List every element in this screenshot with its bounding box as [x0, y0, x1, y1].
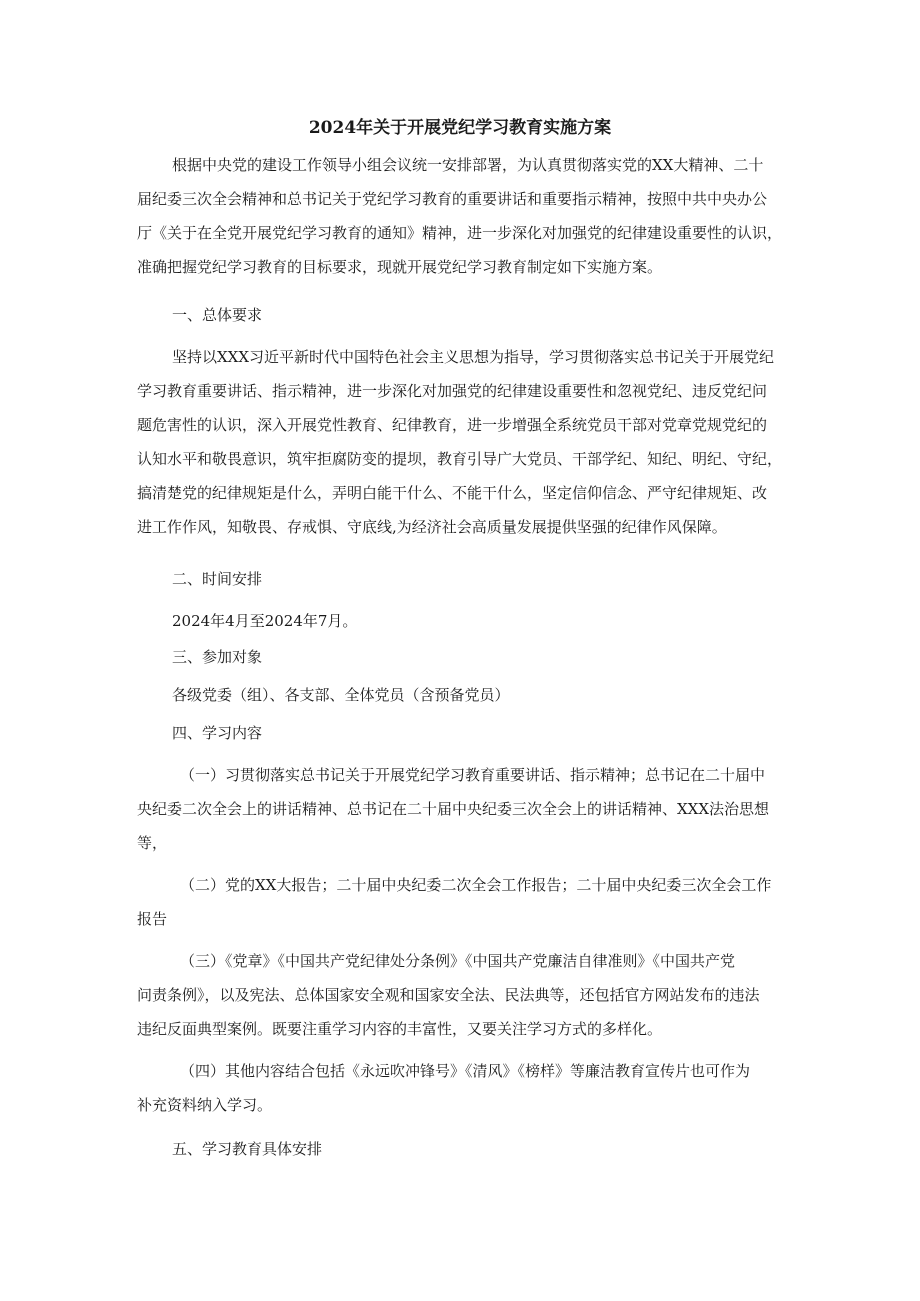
paragraph-line: 坚持以XXX习近平新时代中国特色社会主义思想为指导，学习贯彻落实总书记关于开展党纪 — [172, 348, 775, 366]
section-heading: 四、学习内容 — [172, 724, 263, 742]
paragraph-line: 搞清楚党的纪律规矩是什么，弄明白能干什么、不能干什么，坚定信仰信念、严守纪律规矩、改 — [137, 484, 768, 502]
paragraph-line: 进工作作风，知敬畏、存戒惧、守底线,为经济社会高质量发展提供坚强的纪律作风保障。 — [137, 518, 727, 536]
paragraph-line: 学习教育重要讲话、指示精神，进一步深化对加强党的纪律建设重要性和忽视党纪、违反党纪问 — [137, 382, 768, 400]
document-title: 2024年关于开展党纪学习教育实施方案 — [308, 118, 612, 138]
paragraph-line: 2024年4月至2024年7月。 — [172, 612, 358, 630]
list-item-line: （三）《党章》《中国共产党纪律处分条例》《中国共产党廉洁自律准则》《中国共产党 — [180, 952, 736, 970]
list-item-line: 问责条例》，以及宪法、总体国家安全观和国家安全法、民法典等，还包括官方网站发布的违法 — [137, 986, 760, 1004]
list-item-line: 央纪委二次全会上的讲话精神、总书记在二十届中央纪委三次全会上的讲话精神、XXX法治思想 — [137, 800, 770, 818]
paragraph-line: 各级党委（组）、各支部、全体党员（含预备党员） — [172, 686, 510, 704]
section-heading: 一、总体要求 — [172, 306, 263, 324]
section-heading: 二、时间安排 — [172, 570, 263, 588]
paragraph-line: 根据中央党的建设工作领导小组会议统一安排部署，为认真贯彻落实党的XX大精神、二十 — [172, 156, 764, 174]
paragraph-line: 题危害性的认识，深入开展党性教育、纪律教育，进一步增强全系统党员干部对党章党规党纪的 — [137, 416, 768, 434]
list-item-line: 等， — [137, 834, 168, 852]
section-heading: 五、学习教育具体安排 — [172, 1140, 323, 1158]
list-item-line: （二）党的XX大报告；二十届中央纪委二次全会工作报告；二十届中央纪委三次全会工作 — [180, 876, 772, 894]
paragraph-line: 认知水平和敬畏意识，筑牢拒腐防变的提坝，教育引导广大党员、干部学纪、知纪、明纪、守纪， — [137, 450, 783, 468]
list-item-line: （一）习贯彻落实总书记关于开展党纪学习教育重要讲话、指示精神；总书记在二十届中 — [180, 766, 766, 784]
list-item-line: 报告 — [137, 910, 168, 928]
paragraph-line: 准确把握党纪学习教育的目标要求，现就开展党纪学习教育制定如下实施方案。 — [137, 258, 663, 276]
paragraph-line: 届纪委三次全会精神和总书记关于党纪学习教育的重要讲话和重要指示精神，按照中共中央办公 — [137, 190, 768, 208]
list-item-line: 补充资料纳入学习。 — [137, 1096, 273, 1114]
list-item-line: 违纪反面典型案例。既要注重学习内容的丰富性，又要关注学习方式的多样化。 — [137, 1020, 663, 1038]
list-item-line: （四）其他内容结合包括《永远吹冲锋号》《清风》《榜样》等廉洁教育宣传片也可作为 — [180, 1062, 751, 1080]
section-heading: 三、参加对象 — [172, 648, 263, 666]
paragraph-line: 厅《关于在全党开展党纪学习教育的通知》精神，进一步深化对加强党的纪律建设重要性的认识， — [137, 224, 783, 242]
